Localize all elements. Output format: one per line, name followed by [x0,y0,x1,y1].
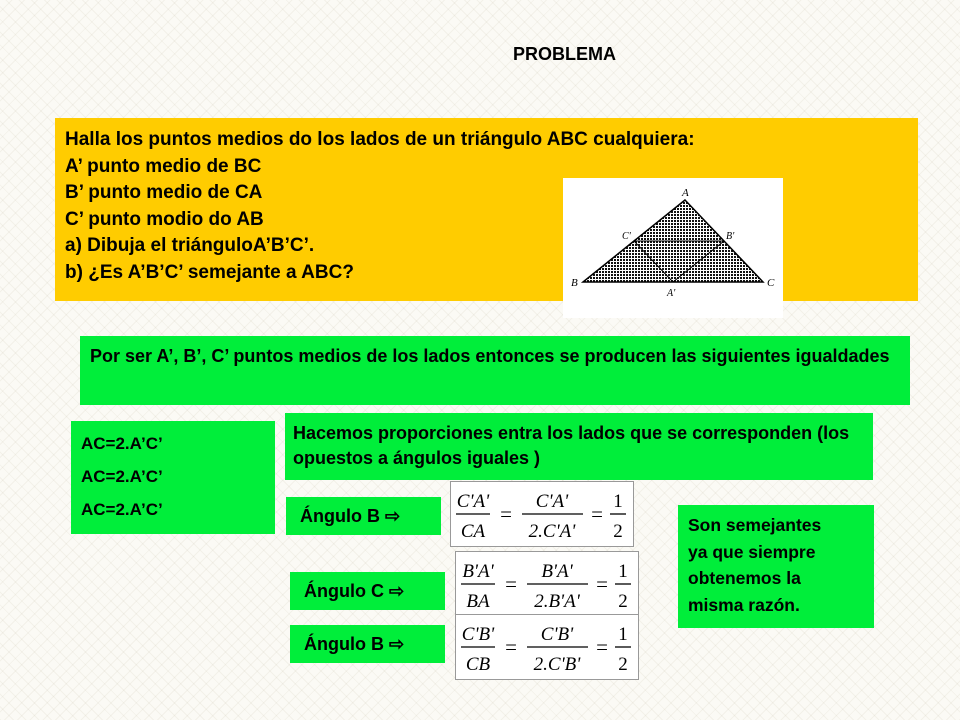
fraction-denominator: CA [460,521,486,542]
equals-sign: = [596,635,608,659]
proportions-box: Hacemos proporciones entra los lados que se corresponden (los opuestos a ángulos iguales ) [285,413,873,480]
proportion-formula [453,484,631,544]
fraction-denominator: 2.C'A' [528,521,576,542]
intro-box: Por ser A’, B’, C’ puntos medios de los lados entonces se producen las siguientes igualdades [80,336,910,405]
formula-angle-b [450,481,634,547]
problem-line: C’ punto modio do AB [65,208,264,230]
fraction-denominator: CB [465,654,491,675]
label-b: B [571,277,578,289]
page-title: PROBLEMA [513,44,616,64]
problem-statement [55,118,918,301]
fraction-denominator: 2.C'B' [533,654,581,675]
equality-line: AC=2.A’C’ [81,434,163,453]
fraction-numerator: C'A' [535,491,569,512]
fraction-denominator: 2 [618,591,628,612]
conclusion-line: ya que siempre [688,541,816,562]
formula-angle-b-2 [455,614,639,680]
problem-line: Halla los puntos medios do los lados de un triángulo ABC cualquiera: [65,129,695,150]
proportion-formula [458,617,636,677]
equals-sign: = [505,635,517,659]
equals-sign: = [596,572,608,596]
fraction-denominator: BA [466,591,490,612]
fraction-numerator: 1 [613,491,623,512]
conclusion-line: misma razón. [688,594,800,615]
fraction-numerator: 1 [618,561,628,582]
angle-b-label: Ángulo B ⇨ [286,497,441,535]
label-c: C [767,277,775,289]
problem-line: A’ punto medio de BC [65,155,262,177]
label-b-prime: B' [726,231,735,242]
fraction-numerator: B'A' [541,561,573,582]
fraction-numerator: C'B' [540,624,574,645]
equals-sign: = [500,502,512,526]
triangle-diagram [563,178,783,318]
fraction-denominator: 2 [618,654,628,675]
fraction-numerator: B'A' [462,561,494,582]
fraction-numerator: C'B' [461,624,495,645]
equals-sign: = [505,572,517,596]
equality-line: AC=2.A’C’ [81,500,163,519]
label-a-prime: A' [667,288,676,299]
fraction-denominator: 2.B'A' [534,591,580,612]
fraction-numerator: C'A' [456,491,490,512]
problem-line: B’ punto medio de CA [65,182,263,203]
proportion-formula [458,554,636,614]
conclusion-line: obtenemos la [688,568,801,588]
equalities-box [71,421,275,534]
label-a: A [682,187,689,199]
fraction-denominator: 2 [613,521,623,542]
triangle-figure [563,178,783,318]
angle-b-label-2: Ángulo B ⇨ [290,625,445,663]
label-c-prime: C' [622,231,631,242]
equality-line: AC=2.A’C’ [81,467,163,486]
equals-sign: = [591,502,603,526]
conclusion-box [678,505,874,628]
problem-line: b) ¿Es A’B’C’ semejante a ABC? [65,261,354,283]
fraction-numerator: 1 [618,624,628,645]
formula-angle-c [455,551,639,617]
conclusion-line: Son semejantes [688,515,822,535]
angle-c-label: Ángulo C ⇨ [290,572,445,610]
problem-line: a) Dibuja el triánguloA’B’C’. [65,235,315,256]
